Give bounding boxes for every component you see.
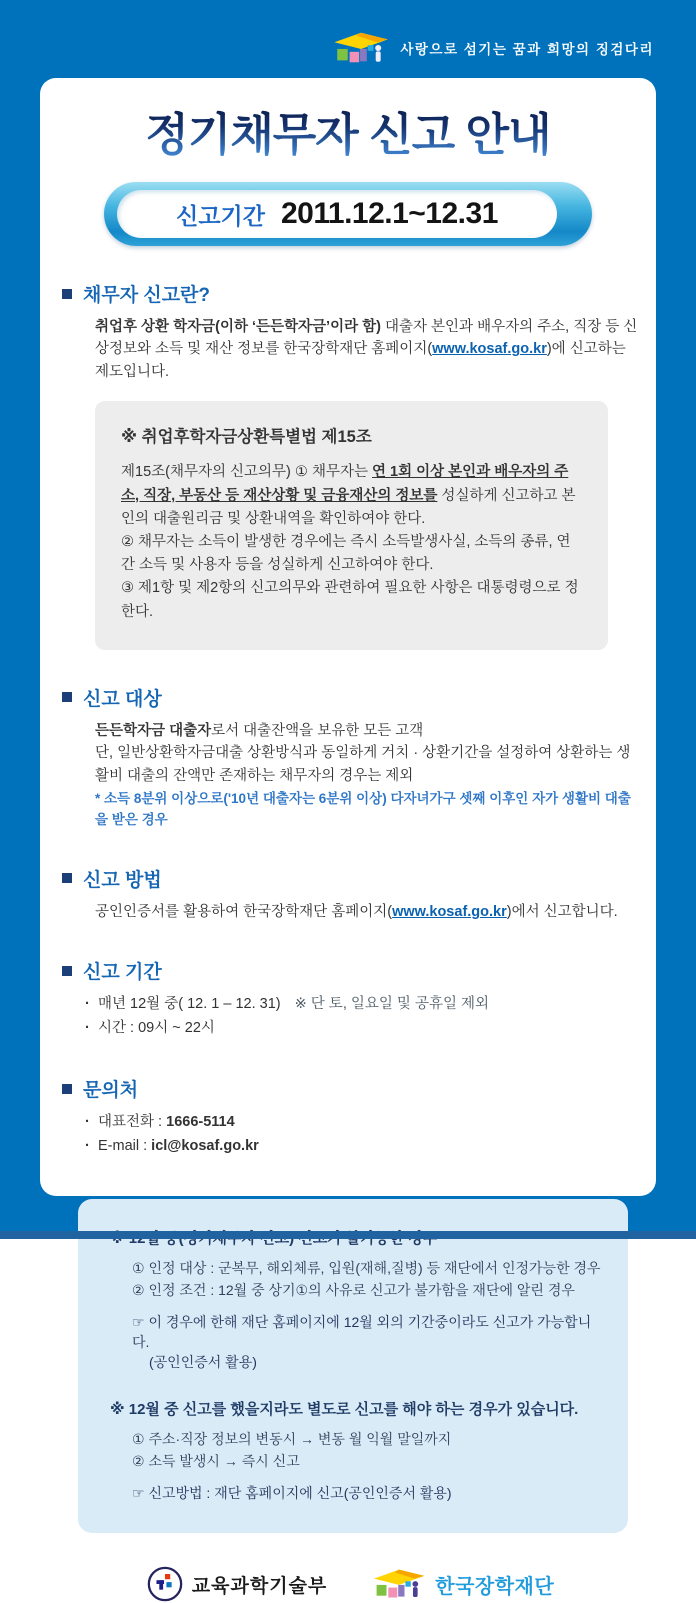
section-report-target — [62, 684, 638, 831]
notice-block1-hand-text: ☞ 이 경우에 한해 재단 홈페이지에 12월 외의 기간중이라도 신고가 가능합니다. — [132, 1313, 592, 1350]
target-line1-rest: 로서 대출잔액을 보유한 모든 고객 — [211, 722, 424, 739]
notice-block2-items — [132, 1429, 602, 1472]
content-panel — [40, 78, 656, 1598]
report-period-banner — [104, 182, 592, 246]
notice-block2-hand-text: ☞ 신고방법 : 재단 홈페이지에 신고(공인인증서 활용) — [132, 1484, 452, 1501]
law-p1-underline: 연 1회 이상 본인과 배우자의 주소, 직장, 부동산 등 재산상황 및 금융재산의 정보를 — [121, 464, 569, 504]
square-bullet-icon — [62, 289, 72, 299]
contact-phone-row — [85, 1111, 638, 1135]
kosaf-logo-group — [373, 1565, 554, 1603]
kosaf-url-link[interactable]: www.kosaf.go.kr — [392, 903, 507, 920]
contact-phone-label: 대표전화 : — [98, 1114, 167, 1131]
kosaf-label: 한국장학재단 — [435, 1575, 555, 1598]
exception-notice-box — [78, 1199, 628, 1533]
what-body-text-1: 대출자 본인과 배우자의 주소, 직장 등 신상정보와 소득 및 재산 정보를 한국장학재단 홈페이지( — [95, 319, 638, 358]
law-reference-box — [95, 401, 608, 649]
law-p2: ② 채무자는 소득이 발생한 경우에는 즉시 소득발생사실, 소득의 종류, 연간 소득 및 사용자 등을 성실하게 신고하여야 한다. — [121, 533, 571, 574]
period-list — [85, 993, 638, 1041]
law-p1-post: 성실하게 신고하고 본인의 대출원리금 및 상환내역을 확인하여야 한다. — [121, 487, 576, 527]
kosaf-cap-icon — [373, 1565, 427, 1603]
mest-logo-group — [146, 1565, 327, 1603]
section-title: 신고 대상 — [83, 688, 162, 710]
method-body-post: )에서 신고합니다. — [506, 903, 618, 920]
contact-email-label: E-mail : — [98, 1138, 152, 1155]
content-area — [40, 280, 656, 1603]
report-period-inner — [117, 190, 557, 238]
method-body-pre: 공인인증서를 활용하여 한국장학재단 홈페이지( — [95, 903, 393, 920]
law-p3: ③ 제1항 및 제2항의 신고의무와 관련하여 필요한 사항은 대통령령으로 정한다. — [121, 580, 579, 620]
section-what-is-report — [62, 280, 638, 383]
section-contact — [62, 1075, 638, 1159]
period-item-2: · 시간 : 09시 ~ 22시 — [85, 1017, 638, 1041]
notice-block1-hand-note — [132, 1312, 602, 1373]
section-body — [95, 720, 638, 831]
law-box-text — [121, 461, 582, 623]
square-bullet-icon — [62, 1084, 72, 1094]
notice-block-1 — [110, 1227, 602, 1372]
kosaf-url-link[interactable]: www.kosaf.go.kr — [432, 341, 547, 358]
brand-tagline: 사랑으로 섬기는 꿈과 희망의 징검다리 — [400, 42, 654, 57]
notice-block1-item2: ② 인정 조건 : 12월 중 상기①의 사유로 신고가 불가함을 재단에 알린 경우 — [132, 1281, 575, 1298]
section-heading-row — [62, 865, 638, 892]
bottom-border — [0, 1231, 696, 1239]
notice-block-2 — [110, 1398, 602, 1503]
section-report-period — [62, 957, 638, 1041]
footer-logos — [62, 1565, 638, 1603]
section-heading-row — [62, 1075, 638, 1102]
section-title: 신고 기간 — [83, 962, 162, 984]
page-title: 정기채무자 신고 안내 — [40, 98, 656, 163]
report-period-label: 신고기간 — [176, 202, 265, 229]
square-bullet-icon — [62, 692, 72, 702]
law-p1-pre: 제15조(채무자의 신고의무) ① 채무자는 — [121, 464, 372, 481]
notice-block2-heading: ※ 12월 중 신고를 했을지라도 별도로 신고를 해야 하는 경우가 있습니다. — [110, 1401, 579, 1419]
square-bullet-icon — [62, 966, 72, 976]
section-title: 채무자 신고란? — [83, 285, 211, 306]
header-brand — [333, 28, 654, 68]
section-body — [95, 901, 638, 923]
target-blue-note: * 소득 8분위 이상으로('10년 대출자는 6분위 이상) 다자녀가구 셋째 이후인 자가 생활비 대출을 받은 경우 — [95, 791, 631, 828]
section-body — [95, 316, 638, 383]
report-period-value: 2011.12.1~12.31 — [280, 197, 498, 230]
square-bullet-icon — [62, 873, 72, 883]
section-title: 신고 방법 — [83, 869, 162, 891]
mest-label: 교육과학기술부 — [191, 1575, 328, 1597]
notice-block2-item2: ② 소득 발생시 → 즉시 신고 — [132, 1453, 300, 1470]
notice-block2-hand-note — [132, 1483, 602, 1503]
target-line1-bold: 든든학자금 대출자 — [95, 722, 212, 739]
law-box-heading: ※ 취업후학자금상환특별법 제15조 — [121, 428, 372, 447]
what-body-text-2: )에 신고하는 제도입니다. — [95, 341, 626, 380]
mest-emblem-icon — [146, 1565, 184, 1603]
target-line-2: 단, 일반상환학자금대출 상환방식과 동일하게 거치 · 상환기간을 설정하여 상환하는 생활비 대출의 잔액만 존재하는 채무자의 경우는 제외 — [95, 745, 631, 784]
section-heading-row — [62, 957, 638, 984]
contact-phone-value: 1666-5114 — [166, 1114, 235, 1131]
notice-block2-item1: ① 주소·직장 정보의 변동시 → 변동 월 익월 말일까지 — [132, 1431, 452, 1448]
what-lead-bold: 취업후 상환 학자금(이하 ‘든든학자금’이라 함) — [95, 319, 381, 335]
section-report-method — [62, 865, 638, 923]
period-item1-text: 매년 12월 중( 12. 1 – 12. 31) — [98, 996, 281, 1013]
section-heading-row — [62, 684, 638, 711]
period-item1-note: ※ 단 토, 일요일 및 공휴일 제외 — [294, 996, 490, 1013]
notice-block1-items — [132, 1258, 602, 1301]
kosaf-cap-icon — [333, 28, 391, 68]
contact-email-value: icl@kosaf.go.kr — [151, 1138, 259, 1155]
notice-block1-hand-cont: (공인인증서 활용) — [149, 1354, 257, 1371]
period-item-1 — [85, 993, 638, 1017]
section-heading-row — [62, 280, 638, 307]
target-line-1 — [95, 720, 638, 742]
section-title: 문의처 — [83, 1080, 139, 1102]
notice-block1-item1: ① 인정 대상 : 군복무, 해외체류, 입원(재해,질병) 등 재단에서 인정가능한 경우 — [132, 1260, 601, 1277]
contact-list — [85, 1111, 638, 1159]
contact-email-row — [85, 1135, 638, 1159]
